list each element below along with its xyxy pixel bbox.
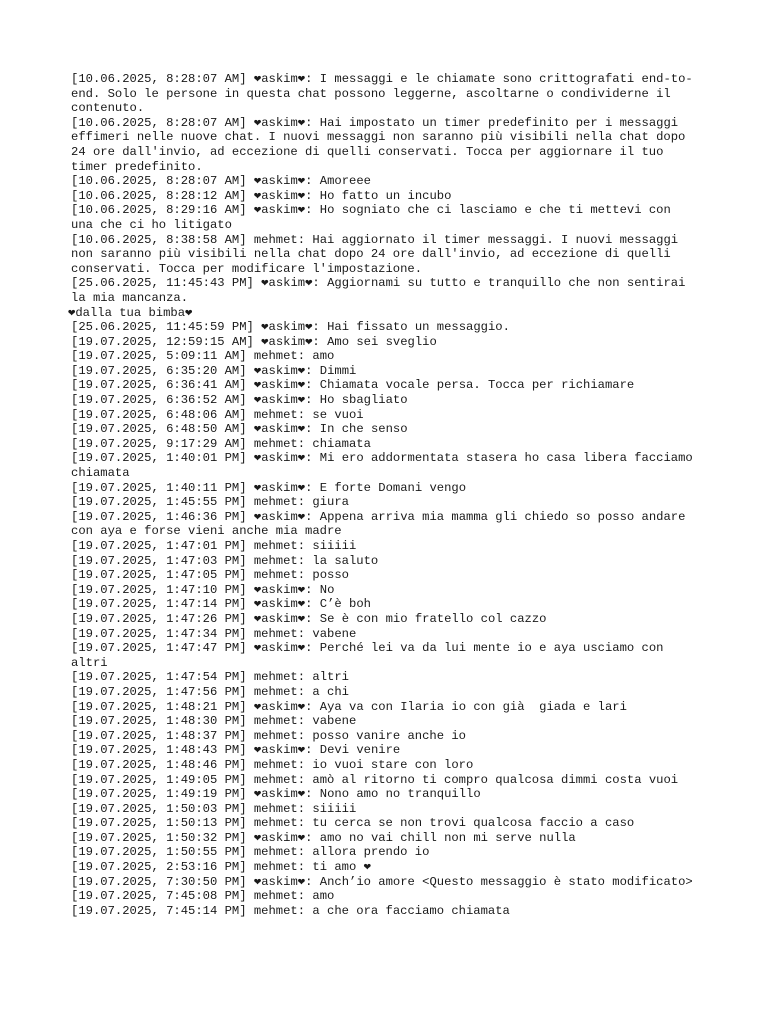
chat-message: [19.07.2025, 1:49:19 PM] ❤askim❤: Nono amo no tranquillo (71, 787, 481, 802)
message-timestamp: [19.07.2025, 7:45:14 PM] (71, 903, 247, 918)
message-timestamp: [19.07.2025, 1:47:10 PM] (71, 582, 247, 597)
message-sender: mehmet (253, 757, 298, 772)
message-sender: ❤askim❤ (253, 363, 306, 378)
message-timestamp: [19.07.2025, 1:46:36 PM] (71, 509, 247, 524)
message-timestamp: [19.07.2025, 1:47:56 PM] (71, 684, 247, 699)
message-sender: mehmet (253, 889, 298, 904)
message-timestamp: [19.07.2025, 1:47:14 PM] (71, 597, 247, 612)
message-sender: mehmet (253, 903, 298, 918)
message-text: chiamata (312, 436, 371, 451)
message-text: se vuoi (312, 407, 364, 422)
chat-message: [19.07.2025, 1:48:43 PM] ❤askim❤: Devi venire (71, 743, 401, 758)
message-sender: ❤askim❤ (253, 787, 306, 802)
message-text: No (319, 582, 335, 597)
message-text: io vuoi stare con loro (312, 757, 474, 772)
message-timestamp: [19.07.2025, 1:40:01 PM] (71, 451, 247, 466)
chat-message: [19.07.2025, 1:47:01 PM] mehmet: siiiii (71, 539, 357, 553)
message-timestamp: [19.07.2025, 6:48:06 AM] (71, 407, 247, 422)
message-timestamp: [10.06.2025, 8:29:16 AM] (71, 203, 247, 218)
message-timestamp: [19.07.2025, 12:59:15 AM] (71, 334, 254, 349)
message-sender: mehmet (253, 714, 298, 729)
message-timestamp: [10.06.2025, 8:28:12 AM] (71, 188, 247, 203)
message-timestamp: [19.07.2025, 1:50:32 PM] (71, 830, 247, 845)
message-sender: mehmet (253, 684, 298, 699)
message-timestamp: [19.07.2025, 1:47:54 PM] (71, 670, 247, 685)
message-text: Nono amo no tranquillo (319, 787, 481, 802)
message-timestamp: [19.07.2025, 1:48:46 PM] (71, 757, 247, 772)
message-timestamp: [19.07.2025, 1:50:03 PM] (71, 801, 247, 816)
message-text: amo (312, 349, 335, 364)
message-text: Appena arriva mia mamma gli chiedo so posso andare con aya e forse vieni anche mia madre (71, 509, 693, 539)
message-sender: ❤askim❤ (253, 174, 306, 189)
message-text: Devi venire (319, 743, 401, 758)
message-sender: ❤askim❤ (253, 743, 306, 758)
message-text: siiiii (312, 801, 357, 816)
message-text: vabene (312, 626, 357, 641)
chat-message: [19.07.2025, 1:47:26 PM] ❤askim❤: Se è con mio fratello col cazzo (71, 611, 547, 626)
chat-message: [19.07.2025, 1:46:36 PM] ❤askim❤: Appena arriva mia mamma gli chiedo so posso andare con aya e forse vieni anche mia madre (71, 509, 693, 539)
message-text: E forte Domani vengo (319, 480, 467, 495)
chat-message: [19.07.2025, 1:47:54 PM] mehmet: altri (71, 670, 349, 685)
message-sender: ❤askim❤ (253, 422, 306, 437)
message-text: Se è con mio fratello col cazzo (319, 611, 547, 626)
message-timestamp: [19.07.2025, 1:49:19 PM] (71, 787, 247, 802)
message-text: Ho sogniato che ci lasciamo e che ti mettevi con una che ci ho litigato (71, 203, 679, 232)
message-sender: mehmet (253, 772, 298, 787)
chat-message: [19.07.2025, 7:30:50 PM] ❤askim❤: Anch’io amore <Questo messaggio è stato modificato> (71, 874, 693, 889)
message-sender: ❤askim❤ (253, 480, 306, 495)
chat-message: [19.07.2025, 1:50:03 PM] mehmet: siiiii (71, 801, 357, 816)
message-timestamp: [19.07.2025, 6:35:20 AM] (71, 363, 247, 378)
message-text: ❤dalla tua bimba❤ (68, 305, 193, 320)
message-timestamp: [19.07.2025, 1:48:30 PM] (71, 714, 247, 729)
message-sender: mehmet (253, 801, 298, 816)
chat-message: [19.07.2025, 1:47:34 PM] mehmet: vabene (71, 626, 357, 641)
message-timestamp: [19.07.2025, 6:36:52 AM] (71, 393, 247, 408)
message-sender: mehmet (253, 728, 298, 743)
message-timestamp: [19.07.2025, 1:47:01 PM] (71, 539, 247, 553)
message-timestamp: [19.07.2025, 1:50:13 PM] (71, 816, 247, 831)
message-sender: mehmet (253, 670, 298, 685)
chat-message: [19.07.2025, 1:40:01 PM] ❤askim❤: Mi ero addormentata stasera ho casa libera facciamo chiamata (71, 451, 701, 481)
message-sender: mehmet (253, 349, 298, 364)
chat-message: [19.07.2025, 1:47:03 PM] mehmet: la saluto (71, 553, 379, 568)
chat-message: [25.06.2025, 11:45:59 PM] ❤askim❤: Hai fissato un messaggio. (71, 320, 510, 335)
message-text: a che ora facciamo chiamata (312, 903, 510, 918)
chat-message: [19.07.2025, 1:47:14 PM] ❤askim❤: C’è boh (71, 597, 371, 612)
message-text: Chiamata vocale persa. Tocca per richiamare (319, 378, 635, 393)
chat-message: [10.06.2025, 8:28:07 AM] ❤askim❤: Hai impostato un timer predefinito per i messaggi effimeri nelle nuove chat. I nuovi messaggi non saranno più visibili nella chat dopo 24 ore dall'invio, ad eccezione di quelli conservati. Tocca per aggiornare il tuo timer predefinito. (71, 115, 693, 174)
message-sender: ❤askim❤ (253, 393, 306, 408)
message-timestamp: [19.07.2025, 1:40:11 PM] (71, 480, 247, 495)
message-sender: mehmet (253, 495, 298, 510)
chat-message: [19.07.2025, 6:48:06 AM] mehmet: se vuoi (71, 407, 364, 422)
message-sender: ❤askim❤ (253, 699, 306, 714)
message-text: Anch’io amore <Questo messaggio è stato modificato> (319, 874, 693, 889)
chat-message: [19.07.2025, 6:36:41 AM] ❤askim❤: Chiamata vocale persa. Tocca per richiamare (71, 378, 635, 393)
chat-message: [19.07.2025, 1:48:30 PM] mehmet: vabene (71, 714, 357, 729)
chat-message: [19.07.2025, 1:48:46 PM] mehmet: io vuoi stare con loro (71, 757, 474, 772)
message-timestamp: [19.07.2025, 6:48:50 AM] (71, 422, 247, 437)
message-text: allora prendo io (312, 845, 430, 860)
chat-message: [19.07.2025, 7:45:08 PM] mehmet: amo (71, 889, 335, 904)
message-text: Amoreee (319, 174, 371, 189)
message-text: a chi (312, 684, 349, 699)
message-text: amo no vai chill non mi serve nulla (319, 830, 576, 845)
message-timestamp: [10.06.2025, 8:38:58 AM] (71, 232, 247, 247)
message-text: amo (312, 889, 335, 904)
message-timestamp: [19.07.2025, 9:17:29 AM] (71, 436, 247, 451)
message-timestamp: [10.06.2025, 8:28:07 AM] (71, 174, 247, 189)
message-timestamp: [19.07.2025, 1:45:55 PM] (71, 495, 247, 510)
chat-message: [19.07.2025, 9:17:29 AM] mehmet: chiamata (71, 436, 371, 451)
message-text: posso (312, 568, 349, 583)
chat-message: [19.07.2025, 1:50:13 PM] mehmet: tu cerca se non trovi qualcosa faccio a caso (71, 816, 635, 831)
chat-message: [19.07.2025, 1:48:37 PM] mehmet: posso vanire anche io (71, 728, 466, 743)
chat-message: [25.06.2025, 11:45:43 PM] ❤askim❤: Aggiornami su tutto e tranquillo che non sentirai la mia mancanza. (71, 276, 693, 305)
message-sender: mehmet (253, 232, 298, 247)
message-text: Hai impostato un timer predefinito per i messaggi effimeri nelle nuove chat. I nuovi messaggi non saranno più visibili nella chat dopo 24 ore dall'invio, ad eccezione di quelli conservati. Tocca per aggiornare il tuo timer predefinito. (71, 115, 693, 174)
chat-message: [10.06.2025, 8:29:16 AM] ❤askim❤: Ho sogniato che ci lasciamo e che ti mettevi con una che ci ho litigato (71, 203, 679, 232)
message-timestamp: [19.07.2025, 1:47:47 PM] (71, 641, 247, 656)
message-timestamp: [25.06.2025, 11:45:59 PM] (71, 320, 254, 335)
message-sender: mehmet (253, 568, 298, 583)
message-timestamp: [19.07.2025, 1:47:03 PM] (71, 553, 247, 568)
chat-message: [19.07.2025, 2:53:16 PM] mehmet: ti amo ❤ (71, 860, 371, 875)
message-timestamp: [19.07.2025, 1:47:26 PM] (71, 611, 247, 626)
chat-message: [19.07.2025, 1:40:11 PM] ❤askim❤: E forte Domani vengo (71, 480, 467, 495)
message-sender: ❤askim❤ (261, 276, 313, 291)
message-timestamp: [10.06.2025, 8:28:07 AM] (71, 72, 247, 86)
chat-message: [19.07.2025, 1:48:21 PM] ❤askim❤: Aya va con Ilaria io con già giada e lari (71, 699, 627, 714)
chat-message: [19.07.2025, 7:45:14 PM] mehmet: a che ora facciamo chiamata (71, 903, 510, 918)
message-text: Hai fissato un messaggio. (327, 320, 510, 335)
message-timestamp: [19.07.2025, 5:09:11 AM] (71, 349, 247, 364)
message-timestamp: [19.07.2025, 1:48:37 PM] (71, 728, 247, 743)
message-text: Mi ero addormentata stasera ho casa libera facciamo chiamata (71, 451, 701, 481)
message-sender: ❤askim❤ (253, 641, 306, 656)
message-text: Hai aggiornato il timer messaggi. I nuovi messaggi non saranno più visibili nella chat dopo 24 ore dall'invio, ad eccezione di quelli conservati. Tocca per modificare l'impostazione. (71, 232, 686, 276)
chat-message: [19.07.2025, 6:36:52 AM] ❤askim❤: Ho sbagliato (71, 393, 408, 408)
chat-message: [19.07.2025, 1:45:55 PM] mehmet: giura (71, 495, 349, 510)
message-sender: mehmet (253, 539, 298, 553)
message-text: C’è boh (319, 597, 371, 612)
message-sender: mehmet (253, 860, 298, 875)
message-timestamp: [19.07.2025, 2:53:16 PM] (71, 860, 247, 875)
chat-message: [19.07.2025, 1:49:05 PM] mehmet: amò al ritorno ti compro qualcosa dimmi costa vuoi (71, 772, 679, 787)
chat-message: [19.07.2025, 1:47:56 PM] mehmet: a chi (71, 684, 349, 699)
message-sender: ❤askim❤ (253, 830, 306, 845)
message-text: amò al ritorno ti compro qualcosa dimmi costa vuoi (312, 772, 679, 787)
message-text: Dimmi (319, 363, 357, 378)
chat-message: [19.07.2025, 1:47:10 PM] ❤askim❤: No (71, 582, 335, 597)
message-sender: ❤askim❤ (253, 72, 306, 86)
message-text: vabene (312, 714, 357, 729)
chat-message: [10.06.2025, 8:28:12 AM] ❤askim❤: Ho fatto un incubo (71, 188, 452, 203)
message-text: In che senso (319, 422, 408, 437)
message-timestamp: [25.06.2025, 11:45:43 PM] (71, 276, 254, 291)
message-text: Aya va con Ilaria io con già giada e lari (319, 699, 627, 714)
message-text: la saluto (312, 553, 379, 568)
message-sender: ❤askim❤ (253, 582, 306, 597)
message-sender: ❤askim❤ (253, 509, 306, 524)
chat-message: [10.06.2025, 8:28:07 AM] ❤askim❤: Amoreee (71, 174, 371, 189)
message-sender: mehmet (253, 553, 298, 568)
message-sender: mehmet (253, 626, 298, 641)
message-text: tu cerca se non trovi qualcosa faccio a caso (312, 816, 635, 831)
message-text: Amo sei sveglio (327, 334, 437, 349)
chat-message: [19.07.2025, 6:35:20 AM] ❤askim❤: Dimmi (71, 363, 357, 378)
message-text: Ho fatto un incubo (319, 188, 452, 203)
chat-message: [10.06.2025, 8:28:07 AM] ❤askim❤: I messaggi e le chiamate sono crittografati end-to-end. Solo le persone in questa chat possono leggerne, ascoltarne o condividerne il contenuto. (71, 72, 693, 116)
message-timestamp: [19.07.2025, 6:36:41 AM] (71, 378, 247, 393)
chat-message-continuation (68, 306, 699, 321)
message-text: Perché lei va da lui mente io e aya usciamo con altri (71, 641, 671, 670)
message-timestamp: [19.07.2025, 1:47:05 PM] (71, 568, 247, 583)
message-timestamp: [19.07.2025, 7:30:50 PM] (71, 874, 247, 889)
message-sender: ❤askim❤ (261, 320, 313, 335)
message-sender: ❤askim❤ (253, 597, 306, 612)
message-sender: mehmet (253, 436, 298, 451)
message-timestamp: [19.07.2025, 1:48:21 PM] (71, 699, 247, 714)
message-sender: ❤askim❤ (253, 203, 306, 218)
message-sender: ❤askim❤ (253, 378, 306, 393)
message-timestamp: [10.06.2025, 8:28:07 AM] (71, 115, 247, 130)
chat-message: [10.06.2025, 8:38:58 AM] mehmet: Hai aggiornato il timer messaggi. I nuovi messaggi non saranno più visibili nella chat dopo 24 ore dall'invio, ad eccezione di quelli conservati. Tocca per modificare l'impostazione. (71, 232, 686, 276)
message-text: giura (312, 495, 349, 510)
message-sender: ❤askim❤ (253, 451, 306, 466)
message-sender: ❤askim❤ (253, 611, 306, 626)
message-sender: ❤askim❤ (261, 334, 313, 349)
message-sender: mehmet (253, 816, 298, 831)
chat-message: [19.07.2025, 5:09:11 AM] mehmet: amo (71, 349, 335, 364)
message-text: posso vanire anche io (312, 728, 466, 743)
chat-message: [19.07.2025, 1:47:47 PM] ❤askim❤: Perché lei va da lui mente io e aya usciamo con altri (71, 641, 671, 670)
message-timestamp: [19.07.2025, 1:47:34 PM] (71, 626, 247, 641)
chat-message: [19.07.2025, 1:50:55 PM] mehmet: allora prendo io (71, 845, 430, 860)
message-sender: mehmet (253, 407, 298, 422)
message-sender: ❤askim❤ (253, 874, 306, 889)
chat-message: [19.07.2025, 6:48:50 AM] ❤askim❤: In che senso (71, 422, 408, 437)
chat-message: [19.07.2025, 1:50:32 PM] ❤askim❤: amo no vai chill non mi serve nulla (71, 830, 576, 845)
message-text: siiiii (312, 539, 357, 553)
message-text: ti amo ❤ (312, 860, 371, 875)
message-sender: ❤askim❤ (253, 188, 306, 203)
message-timestamp: [19.07.2025, 1:50:55 PM] (71, 845, 247, 860)
message-timestamp: [19.07.2025, 1:49:05 PM] (71, 772, 247, 787)
message-timestamp: [19.07.2025, 1:48:43 PM] (71, 743, 247, 758)
chat-message: [19.07.2025, 12:59:15 AM] ❤askim❤: Amo sei sveglio (71, 334, 437, 349)
message-text: altri (312, 670, 349, 685)
message-timestamp: [19.07.2025, 7:45:08 PM] (71, 889, 247, 904)
chat-transcript (68, 72, 701, 918)
message-text: Ho sbagliato (319, 393, 408, 408)
chat-message: [19.07.2025, 1:47:05 PM] mehmet: posso (71, 568, 349, 583)
message-text: Aggiornami su tutto e tranquillo che non sentirai la mia mancanza. (71, 276, 693, 305)
message-sender: mehmet (253, 845, 298, 860)
message-sender: ❤askim❤ (253, 115, 306, 130)
message-text: I messaggi e le chiamate sono crittografati end-to-end. Solo le persone in questa chat possono leggerne, ascoltarne o condividerne il contenuto. (71, 72, 693, 116)
